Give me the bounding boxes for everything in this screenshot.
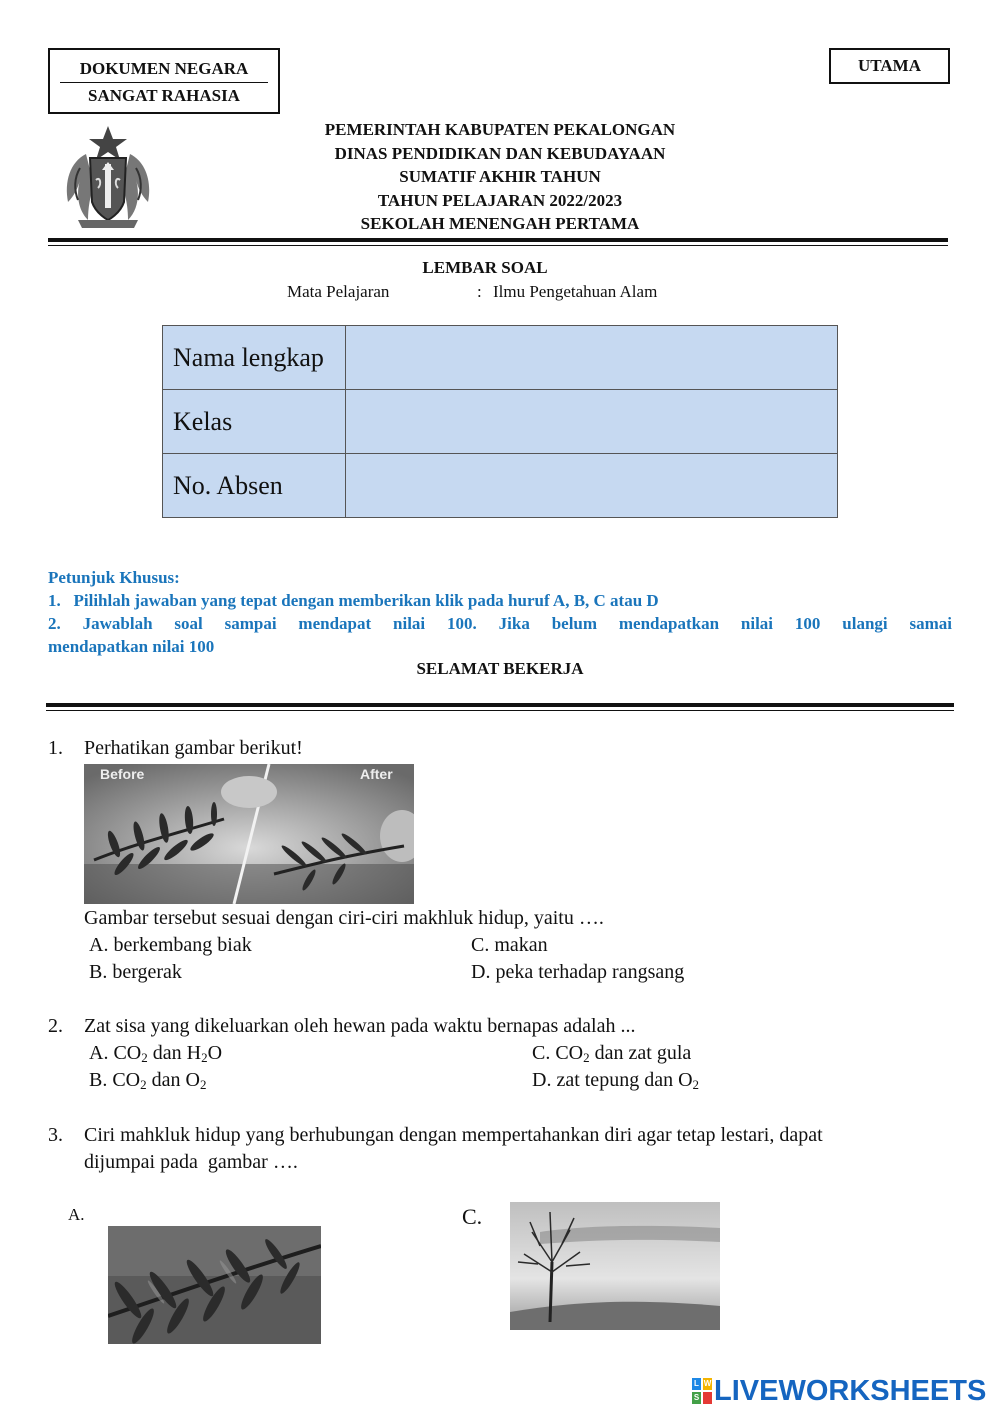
question-3-option-a-label[interactable]: A. (68, 1205, 85, 1224)
question-1-option-d[interactable]: D. peka terhadap rangsang (471, 961, 685, 983)
liveworksheets-watermark (692, 1374, 992, 1408)
table-row (163, 390, 838, 454)
absen-field[interactable] (346, 454, 838, 518)
question-2-option-c[interactable] (532, 1040, 691, 1067)
question-3-option-a-image[interactable] (108, 1226, 321, 1344)
header-line: PEMERINTAH KABUPATEN PEKALONGAN (324, 120, 676, 139)
header-line: SUMATIF AKHIR TAHUN (399, 167, 601, 186)
header-rule-thick (48, 238, 948, 242)
question-1-prompt: Perhatikan gambar berikut! (84, 737, 303, 759)
subject-separator: : (477, 282, 482, 301)
question-1-option-a[interactable]: A. berkembang biak (89, 934, 252, 956)
question-3-stem-line-2: dijumpai pada gambar …. (84, 1151, 298, 1173)
option-text: O (207, 1042, 223, 1064)
option-text: A. CO (89, 1042, 142, 1064)
subscript: 2 (199, 1077, 207, 1092)
before-label: Before (100, 766, 145, 782)
name-label: Nama lengkap (163, 326, 346, 390)
question-1-option-b[interactable]: B. bergerak (89, 961, 182, 983)
question-3-number: 3. (48, 1124, 63, 1146)
question-1-number: 1. (48, 737, 63, 759)
subscript: 2 (583, 1050, 590, 1065)
question-2-number: 2. (48, 1015, 63, 1037)
header-text (150, 118, 850, 236)
question-1-option-c[interactable]: C. makan (471, 934, 548, 956)
emblem-icon (58, 124, 158, 230)
header-line: TAHUN PELAJARAN 2022/2023 (377, 190, 623, 210)
subject-label: Mata Pelajaran (287, 282, 390, 301)
question-3-stem-line-1: Ciri mahkluk hidup yang berhubungan dengan mempertahankan diri agar tetap lestari, dapat (84, 1124, 823, 1146)
logo-tile: S (693, 1393, 700, 1402)
subscript: 2 (141, 1050, 148, 1065)
sheet-title: LEMBAR SOAL (422, 258, 548, 277)
option-text: D. zat tepung dan O (532, 1069, 693, 1091)
name-field[interactable] (346, 326, 838, 390)
instruction-item-2-line-2: mendapatkan nilai 100 (48, 637, 215, 656)
class-label: Kelas (163, 390, 346, 454)
question-2-stem: Zat sisa yang dikeluarkan oleh hewan pada waktu bernapas adalah ... (84, 1015, 636, 1037)
government-emblem (58, 124, 158, 230)
table-row (163, 454, 838, 518)
liveworksheets-logo-icon (692, 1378, 712, 1404)
question-3-option-c-label[interactable]: C. (462, 1204, 483, 1229)
header-line: DINAS PENDIDIKAN DAN KEBUDAYAAN (334, 143, 666, 163)
classification-line-2: SANGAT RAHASIA (88, 86, 240, 105)
liveworksheets-brand: LIVEWORKSHEETS (714, 1375, 987, 1407)
table-row (163, 326, 838, 390)
option-text: dan H (147, 1042, 202, 1064)
instruction-item-2-line-1: 2. Jawablah soal sampai mendapat nilai 100. Jika belum mendapatkan nilai 100 ulangi samai (48, 614, 952, 633)
question-3-option-c-image[interactable] (510, 1202, 720, 1330)
classification-box (48, 48, 280, 114)
option-text: C. CO (532, 1042, 584, 1064)
question-1-stem: Gambar tersebut sesuai dengan ciri-ciri makhluk hidup, yaitu …. (84, 907, 604, 929)
mimosa-before-after-image (84, 764, 414, 904)
subscript: 2 (140, 1077, 147, 1092)
question-2-option-b[interactable] (89, 1067, 206, 1094)
subscript: 2 (692, 1077, 700, 1092)
option-text: B. CO (89, 1069, 141, 1091)
logo-tile: W (703, 1379, 712, 1388)
class-field[interactable] (346, 390, 838, 454)
instructions-heading: Petunjuk Khusus: (48, 568, 180, 587)
logo-tile-blank (703, 1392, 712, 1404)
classification-line-1: DOKUMEN NEGARA (60, 59, 268, 83)
question-2-option-d[interactable] (532, 1067, 699, 1094)
subject-value: Ilmu Pengetahuan Alam (493, 282, 658, 301)
header-line: SEKOLAH MENENGAH PERTAMA (360, 214, 640, 233)
section-rule-thin (46, 710, 954, 711)
header-rule-thin (48, 245, 948, 246)
after-label: After (360, 766, 393, 782)
version-box: UTAMA (829, 48, 950, 84)
closing-text: SELAMAT BEKERJA (416, 659, 584, 678)
student-identity-table (162, 325, 838, 518)
instructions (48, 566, 952, 658)
logo-tile: L (692, 1378, 701, 1390)
absen-label: No. Absen (163, 454, 346, 518)
section-rule-thick (46, 703, 954, 707)
question-2-option-a[interactable] (89, 1040, 222, 1067)
subscript: 2 (201, 1050, 208, 1065)
instruction-item-1: 1. Pilihlah jawaban yang tepat dengan memberikan klik pada huruf A, B, C atau D (48, 591, 659, 610)
option-text: dan zat gula (589, 1042, 692, 1064)
option-text: dan O (146, 1069, 200, 1091)
